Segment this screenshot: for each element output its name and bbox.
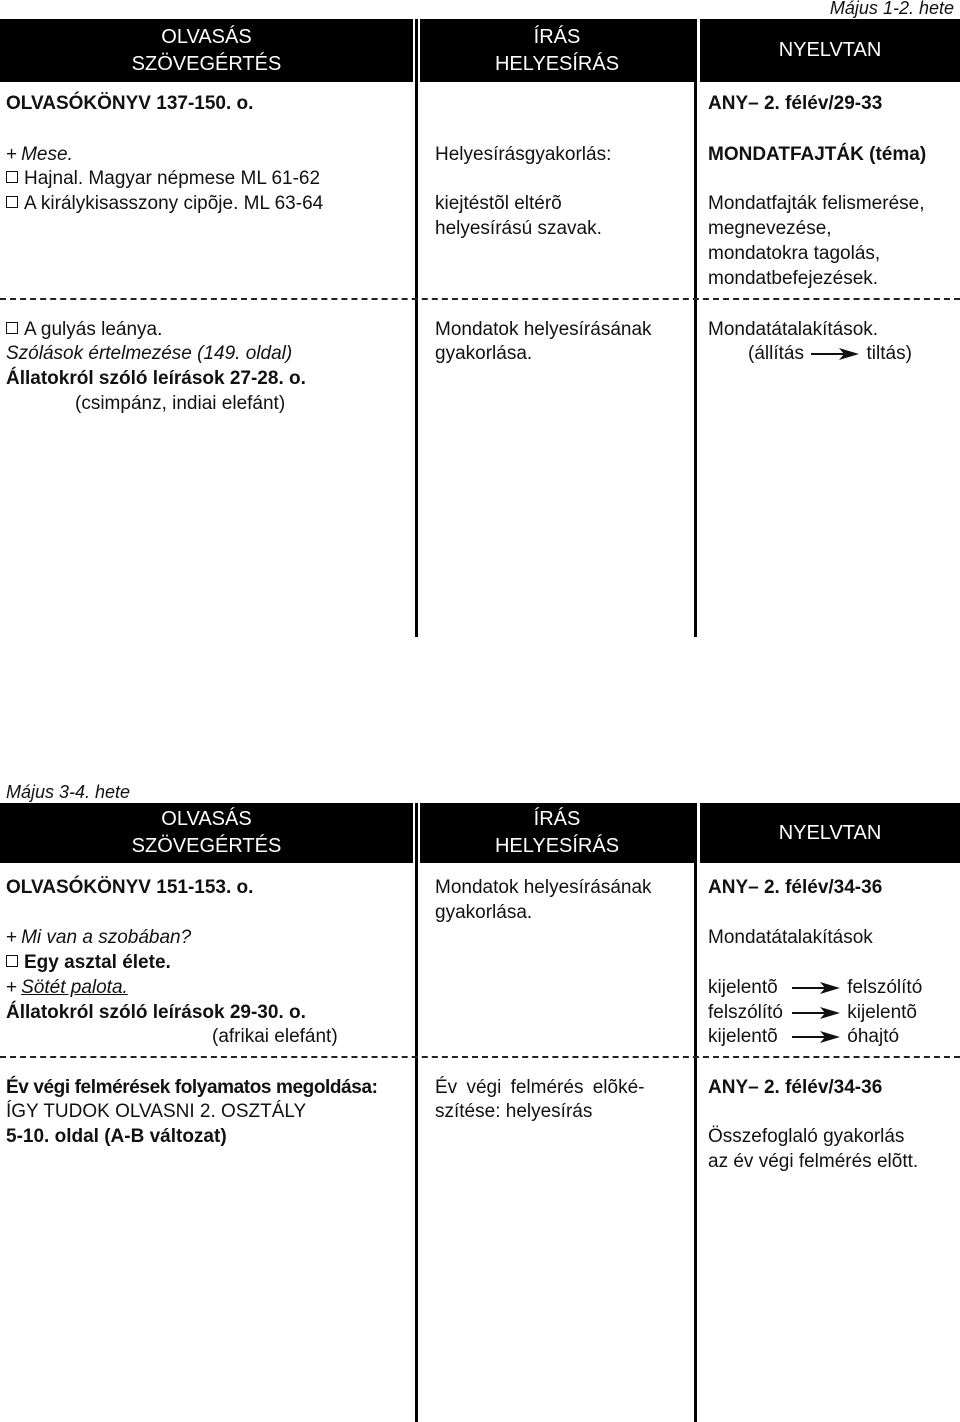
list-item-text: Mese. <box>21 144 73 165</box>
list-item-text: Hajnal. Magyar népmese ML 61-62 <box>24 168 321 189</box>
header-writing-line2: HELYESÍRÁS <box>494 52 620 75</box>
header-writing-line1: ÍRÁS <box>533 25 581 48</box>
header-writing-line1: ÍRÁS <box>533 808 581 830</box>
header-reading <box>0 803 413 863</box>
header-grammar <box>700 803 960 863</box>
writing-text: Mondatok helyesírásának <box>435 877 652 898</box>
list-item: Állatokról szóló leírások 27-28. o. <box>6 368 306 389</box>
writing-text: Év végi felmérés elõké- <box>435 1077 645 1098</box>
grammar-topic: MONDATFAJTÁK (téma) <box>708 144 927 165</box>
header-reading <box>0 19 413 82</box>
list-item: 5-10. oldal (A-B változat) <box>6 1126 227 1147</box>
transform-pair <box>708 976 922 1000</box>
list-item: (afrikai elefánt) <box>212 1026 338 1047</box>
week-label: Május 3-4. hete <box>6 782 131 802</box>
header-reading-line1: OLVASÁS <box>161 808 252 830</box>
arrow-right-icon <box>809 347 861 361</box>
grammar-text: Mondatátalakítások. <box>708 319 879 340</box>
writing-text: szítése: helyesírás <box>435 1101 593 1122</box>
header-grammar <box>700 19 960 82</box>
transform-from: kijelentõ <box>708 977 778 998</box>
list-item-text: A gulyás leánya. <box>24 319 163 340</box>
writing-text: gyakorlása. <box>435 902 533 923</box>
header-reading-line1: OLVASÁS <box>161 25 252 48</box>
reading-book: OLVASÓKÖNYV 137-150. o. <box>6 93 254 114</box>
checkbox-icon <box>6 322 18 334</box>
dashed-divider <box>0 1056 960 1058</box>
arrow-right-icon <box>790 1006 842 1020</box>
header-writing <box>420 803 694 863</box>
list-item <box>6 192 323 216</box>
list-item-text: Egy asztal élete. <box>24 952 171 973</box>
list-item: + Mese. <box>6 144 73 165</box>
week-label: Május 1-2. hete <box>829 0 954 18</box>
transform-to: kijelentõ <box>847 1002 917 1023</box>
list-item <box>6 167 320 191</box>
grammar-transform <box>748 342 912 366</box>
header-reading-line2: SZÖVEGÉRTÉS <box>131 835 282 857</box>
transform-to: tiltás) <box>866 343 912 364</box>
transform-pair <box>708 1001 917 1025</box>
header-writing <box>420 19 694 82</box>
transform-to: óhajtó <box>847 1026 900 1047</box>
list-item: Szólások értelmezése (149. oldal) <box>6 343 293 364</box>
grammar-reference: ANY– 2. félév/34-36 <box>708 877 883 898</box>
grammar-text: mondatokra tagolás, <box>708 243 881 264</box>
list-item: Év végi felmérések folyamatos megoldása: <box>6 1077 378 1098</box>
grammar-reference: ANY– 2. félév/29-33 <box>708 93 883 114</box>
arrow-right-icon <box>790 981 842 995</box>
column-divider <box>694 803 697 1422</box>
writing-text: Mondatok helyesírásának <box>435 319 652 340</box>
header-reading-line2: SZÖVEGÉRTÉS <box>131 52 282 75</box>
writing-text: gyakorlása. <box>435 343 533 364</box>
writing-text: kiejtéstõl eltérõ <box>435 193 562 214</box>
header-writing-line2: HELYESÍRÁS <box>494 835 620 857</box>
header-grammar-line1: NYELVTAN <box>778 821 882 844</box>
list-item-text: A királykisasszony cipõje. ML 63-64 <box>24 193 324 214</box>
transform-pair <box>708 1025 899 1049</box>
checkbox-icon <box>6 171 18 183</box>
transform-from: (állítás <box>748 343 804 364</box>
reading-book: OLVASÓKÖNYV 151-153. o. <box>6 877 254 898</box>
list-item <box>6 951 171 975</box>
list-item-text: Sötét palota. <box>21 977 128 998</box>
list-item <box>6 318 162 342</box>
checkbox-icon <box>6 955 18 967</box>
writing-text: Helyesírásgyakorlás: <box>435 144 612 165</box>
grammar-text: Összefoglaló gyakorlás <box>708 1126 905 1147</box>
transform-from: kijelentõ <box>708 1026 778 1047</box>
writing-text: helyesírású szavak. <box>435 218 602 239</box>
grammar-text: mondatbefejezések. <box>708 268 879 289</box>
column-divider <box>415 803 418 1422</box>
grammar-text: az év végi felmérés elõtt. <box>708 1151 919 1172</box>
grammar-text: Mondatátalakítások <box>708 927 873 948</box>
header-grammar-line1: NYELVTAN <box>778 39 882 61</box>
grammar-reference: ANY– 2. félév/34-36 <box>708 1077 883 1098</box>
grammar-text: megnevezése, <box>708 218 832 239</box>
dashed-divider <box>0 298 960 300</box>
checkbox-icon <box>6 196 18 208</box>
arrow-right-icon <box>790 1030 842 1044</box>
list-item: + Sötét palota. <box>6 977 128 998</box>
column-divider <box>694 19 697 637</box>
list-item: (csimpánz, indiai elefánt) <box>75 393 286 414</box>
transform-to: felszólító <box>847 977 923 998</box>
column-divider <box>415 19 418 637</box>
transform-from: felszólító <box>708 1002 783 1023</box>
list-item-text: Mi van a szobában? <box>21 927 192 948</box>
list-item: ÍGY TUDOK OLVASNI 2. OSZTÁLY <box>6 1101 307 1122</box>
list-item: + Mi van a szobában? <box>6 927 192 948</box>
grammar-text: Mondatfajták felismerése, <box>708 193 925 214</box>
list-item: Állatokról szóló leírások 29-30. o. <box>6 1002 306 1023</box>
